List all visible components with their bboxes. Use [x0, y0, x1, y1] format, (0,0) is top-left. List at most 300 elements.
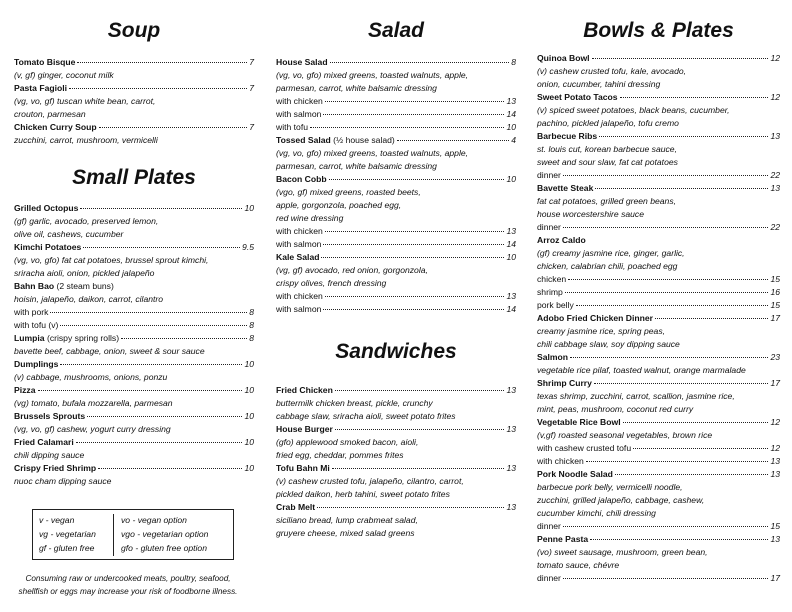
menu-item [276, 501, 516, 514]
dot-leader [335, 390, 505, 391]
price: 10 [244, 437, 254, 447]
menu-item-description [14, 449, 254, 462]
menu-item-name: Pork Noodle Salad [537, 469, 613, 479]
dot-leader [323, 114, 504, 115]
menu-item-description [276, 277, 516, 290]
description-text: (v,gf) roasted seasonal vegetables, brown rice [537, 430, 713, 440]
menu-item-name: Tossed Salad [276, 135, 331, 145]
price: 13 [770, 469, 780, 479]
menu-item-description [276, 410, 516, 423]
menu-item-description [276, 264, 516, 277]
menu-item-note: (½ house salad) [333, 135, 395, 145]
price: 13 [506, 385, 516, 395]
menu-item-name: Kale Salad [276, 252, 320, 262]
option-name: dinner [537, 521, 561, 531]
legend-entry: vo - vegan option [121, 515, 187, 525]
option-name: with pork [14, 307, 49, 317]
dot-leader [570, 357, 768, 358]
menu-item-description [276, 212, 516, 225]
menu-item-description [276, 186, 516, 199]
menu-item-option [276, 95, 516, 108]
menu-item-name: Vegetable Rice Bowl [537, 417, 621, 427]
menu-item-name: Fried Calamari [14, 437, 74, 447]
legend-left-column [39, 513, 96, 555]
menu-item-description [276, 82, 516, 95]
dot-leader [563, 175, 769, 176]
menu-item-name: Pizza [14, 385, 36, 395]
description-text: house worcestershire sauce [537, 209, 644, 219]
menu-item-description [14, 228, 254, 241]
menu-item-description [14, 371, 254, 384]
price: 7 [249, 122, 254, 132]
dot-leader [595, 188, 768, 189]
dot-leader [590, 539, 768, 540]
price: 17 [770, 573, 780, 583]
description-text: fat cat potatoes, grilled green beans, [537, 196, 677, 206]
menu-item-name: Shrimp Curry [537, 378, 592, 388]
price: 10 [506, 252, 516, 262]
menu-item-option [276, 225, 516, 238]
description-text: cucumber kimchi, chili dressing [537, 508, 656, 518]
menu-item-option [276, 108, 516, 121]
menu-item-description [537, 364, 780, 377]
menu-item-name: House Burger [276, 424, 333, 434]
dot-leader [599, 136, 768, 137]
bowls-plates-list [537, 52, 780, 585]
soup-list [14, 56, 254, 147]
description-text: hoisin, jalapeño, daikon, carrot, cilantro [14, 294, 164, 304]
option-name: with chicken [276, 291, 323, 301]
menu-item-name: Fried Chicken [276, 385, 333, 395]
description-text: texas shrimp, zucchini, carrot, scallion, jasmine rice, [537, 391, 735, 401]
description-text: vegetable rice pilaf, toasted walnut, orange marmalade [537, 365, 746, 375]
menu-item-description [537, 546, 780, 559]
menu-item-option [537, 299, 780, 312]
menu-item [537, 533, 780, 546]
dot-leader [77, 62, 247, 63]
price: 13 [770, 534, 780, 544]
description-text: crouton, parmesan [14, 109, 86, 119]
sandwiches-heading: Sandwiches [335, 340, 457, 363]
menu-item-description [14, 345, 254, 358]
option-name: with chicken [537, 456, 584, 466]
price: 13 [506, 291, 516, 301]
menu-item [537, 130, 780, 143]
price: 14 [506, 109, 516, 119]
menu-item [276, 251, 516, 264]
price: 22 [770, 222, 780, 232]
menu-item-name: Grilled Octopus [14, 203, 79, 213]
menu-item-description [537, 143, 780, 156]
menu-item [14, 56, 254, 69]
price: 23 [770, 352, 780, 362]
description-text: sweet and sour slaw, fat cat potatoes [537, 157, 678, 167]
dot-leader [38, 390, 243, 391]
menu-item-name: Barbecue Ribs [537, 131, 598, 141]
price: 8 [249, 333, 254, 343]
menu-item-description [14, 254, 254, 267]
menu-item-description [537, 390, 780, 403]
small-plates-heading: Small Plates [72, 166, 196, 189]
price: 10 [244, 203, 254, 213]
menu-item-option [537, 455, 780, 468]
menu-item-description [537, 429, 780, 442]
menu-item-name: Chicken Curry Soup [14, 122, 97, 132]
price: 10 [244, 385, 254, 395]
menu-item-description [537, 559, 780, 572]
menu-item-name: Quinoa Bowl [537, 53, 590, 63]
menu-item-description [537, 156, 780, 169]
menu-item [537, 416, 780, 429]
description-text: tomato sauce, chévre [537, 560, 620, 570]
description-text: (vg, vo, gf) cashew, yogurt curry dressing [14, 424, 171, 434]
price: 8 [249, 320, 254, 330]
legend-divider [113, 514, 114, 556]
menu-item-name: Dumplings [14, 359, 59, 369]
description-text: chili cabbage slaw, soy dipping sauce [537, 339, 680, 349]
dot-leader [623, 422, 769, 423]
menu-item-description [537, 208, 780, 221]
menu-item-description [276, 160, 516, 173]
description-text: parmesan, carrot, white balsamic dressing [276, 161, 437, 171]
menu-item [14, 241, 254, 254]
price: 4 [511, 135, 516, 145]
menu-item-description [537, 325, 780, 338]
legend-entry: v - vegan [39, 515, 75, 525]
dot-leader [655, 318, 768, 319]
price: 7 [249, 57, 254, 67]
menu-item-name: Kimchi Potatoes [14, 242, 82, 252]
description-text: (vg) tomato, bufala mozzarella, parmesan [14, 398, 173, 408]
price: 13 [506, 226, 516, 236]
menu-item-description [537, 247, 780, 260]
menu-item-option [537, 286, 780, 299]
option-name: with chicken [276, 226, 323, 236]
menu-item-description [14, 215, 254, 228]
description-text: zucchini, grilled jalapeño, cabbage, cashew, [537, 495, 705, 505]
description-text: red wine dressing [276, 213, 344, 223]
dot-leader [80, 208, 242, 209]
salad-heading: Salad [367, 19, 425, 42]
food-safety-disclaimer [8, 572, 248, 598]
menu-item-option [537, 572, 780, 585]
menu-item-description [537, 481, 780, 494]
price: 13 [770, 456, 780, 466]
description-text: nuoc cham dipping sauce [14, 476, 112, 486]
menu-item [276, 134, 516, 147]
option-name: with chicken [276, 96, 323, 106]
menu-item-name: Bacon Cobb [276, 174, 327, 184]
dot-leader [121, 338, 247, 339]
menu-item-option [276, 303, 516, 316]
menu-item-option [537, 520, 780, 533]
price: 8 [511, 57, 516, 67]
menu-item-description [537, 78, 780, 91]
price: 8 [249, 307, 254, 317]
menu-item-description [537, 117, 780, 130]
menu-item [14, 82, 254, 95]
description-text: sriracha aioli, onion, pickled jalapeño [14, 268, 155, 278]
price: 17 [770, 313, 780, 323]
menu-item-option [276, 290, 516, 303]
menu-item-description [537, 195, 780, 208]
description-text: mint, peas, mushroom, coconut red curry [537, 404, 694, 414]
salad-list [276, 56, 516, 316]
price: 12 [770, 53, 780, 63]
dot-leader [317, 507, 504, 508]
price: 13 [506, 424, 516, 434]
price: 10 [506, 122, 516, 132]
dot-leader [633, 448, 768, 449]
dot-leader [615, 474, 769, 475]
dot-leader [565, 292, 769, 293]
menu-item-description [276, 199, 516, 212]
price: 14 [506, 304, 516, 314]
option-name: with salmon [276, 304, 322, 314]
option-name: pork belly [537, 300, 574, 310]
description-text: (v, gf) ginger, coconut milk [14, 70, 114, 80]
dot-leader [329, 179, 505, 180]
option-name: dinner [537, 573, 561, 583]
menu-item-description [14, 95, 254, 108]
dot-leader [310, 127, 504, 128]
description-text: (v) cashew crusted tofu, kale, avocado, [537, 66, 687, 76]
menu-item-name: Pasta Fagioli [14, 83, 68, 93]
price: 22 [770, 170, 780, 180]
menu-item-name: Sweet Potato Tacos [537, 92, 618, 102]
disclaimer-line: shellfish or eggs may increase your risk of foodborne illness. [18, 587, 238, 596]
menu-item-name: Tomato Bisque [14, 57, 76, 67]
dot-leader [586, 461, 769, 462]
menu-item-note: (2 steam buns) [56, 281, 114, 291]
legend-right-column [121, 513, 208, 555]
price: 12 [770, 443, 780, 453]
dot-leader [99, 127, 248, 128]
menu-item [14, 202, 254, 215]
menu-item [14, 462, 254, 475]
menu-item-option [276, 121, 516, 134]
menu-item-description [14, 475, 254, 488]
menu-item [537, 91, 780, 104]
menu-item-description [276, 449, 516, 462]
description-text: olive oil, cashews, cucumber [14, 229, 124, 239]
description-text: onion, cucumber, tahini dressing [537, 79, 661, 89]
bowls-plates-heading: Bowls & Plates [583, 19, 734, 42]
price: 15 [770, 521, 780, 531]
menu-item-description [276, 488, 516, 501]
description-text: (v) cashew crusted tofu, jalapeño, cilantro, carrot, [276, 476, 464, 486]
menu-item-option [276, 238, 516, 251]
menu-item-option [537, 221, 780, 234]
dot-leader [87, 416, 242, 417]
menu-item-option [14, 319, 254, 332]
menu-item-description [276, 69, 516, 82]
description-text: pickled daikon, herb tahini, sweet potato frites [276, 489, 450, 499]
menu-item-name: Bahn Bao [14, 281, 55, 291]
menu-item [14, 384, 254, 397]
description-text: (gfo) applewood smoked bacon, aioli, [276, 437, 419, 447]
menu-item-description [14, 293, 254, 306]
menu-item-description [14, 267, 254, 280]
dot-leader [325, 231, 505, 232]
description-text: pachino, pickled jalapeño, tofu cremo [537, 118, 679, 128]
description-text: gruyere cheese, mixed salad greens [276, 528, 415, 538]
menu-item [276, 173, 516, 186]
option-name: dinner [537, 222, 561, 232]
price: 12 [770, 92, 780, 102]
menu-item [276, 462, 516, 475]
price: 9.5 [242, 242, 254, 252]
menu-item-name: Crab Melt [276, 502, 316, 512]
description-text: (vgo, gf) mixed greens, roasted beets, [276, 187, 421, 197]
description-text: chicken, calabrian chili, poached egg [537, 261, 678, 271]
option-name: with tofu [276, 122, 309, 132]
dot-leader [323, 309, 504, 310]
price: 13 [770, 131, 780, 141]
description-text: st. louis cut, korean barbecue sauce, [537, 144, 677, 154]
price: 7 [249, 83, 254, 93]
menu-item-description [537, 403, 780, 416]
dot-leader [50, 312, 247, 313]
menu-item-name: Salmon [537, 352, 569, 362]
price: 13 [506, 463, 516, 473]
dot-leader [325, 101, 505, 102]
description-text: cabbage slaw, sriracha aioli, sweet potato frites [276, 411, 456, 421]
menu-item [537, 351, 780, 364]
legend-entry: gf - gluten free [39, 543, 95, 553]
menu-item-option [537, 273, 780, 286]
option-name: dinner [537, 170, 561, 180]
legend-entry: vgo - vegetarian option [121, 529, 209, 539]
menu-item [14, 332, 254, 345]
price: 10 [244, 463, 254, 473]
menu-item [537, 234, 780, 247]
dot-leader [323, 244, 504, 245]
menu-item-option [14, 306, 254, 319]
menu-item [537, 182, 780, 195]
menu-item-description [537, 65, 780, 78]
description-text: (gf) creamy jasmine rice, ginger, garlic, [537, 248, 685, 258]
menu-item [537, 312, 780, 325]
menu-item-description [276, 397, 516, 410]
dot-leader [325, 296, 505, 297]
menu-item-option [537, 169, 780, 182]
description-text: (vo) sweet sausage, mushroom, green bean, [537, 547, 708, 557]
dietary-legend [32, 509, 234, 560]
description-text: (vg, vo, gfo) fat cat potatoes, brussel sprout kimchi, [14, 255, 209, 265]
menu-item-name: Tofu Bahn Mi [276, 463, 330, 473]
dot-leader [397, 140, 509, 141]
legend-entry: gfo - gluten free option [121, 543, 207, 553]
dot-leader [60, 325, 247, 326]
dot-leader [576, 305, 769, 306]
menu-item-name: Adobo Fried Chicken Dinner [537, 313, 654, 323]
menu-item-description [14, 108, 254, 121]
menu-item-description [537, 494, 780, 507]
menu-item [276, 56, 516, 69]
menu-item-note: (crispy spring rolls) [46, 333, 120, 343]
price: 13 [770, 183, 780, 193]
description-text: parmesan, carrot, white balsamic dressing [276, 83, 437, 93]
description-text: chili dipping sauce [14, 450, 85, 460]
menu-item-option [537, 442, 780, 455]
menu-item-name: Bavette Steak [537, 183, 594, 193]
description-text: bavette beef, cabbage, onion, sweet & sour sauce [14, 346, 205, 356]
description-text: fried egg, cheddar, pommes frites [276, 450, 404, 460]
description-text: (gf) garlic, avocado, preserved lemon, [14, 216, 159, 226]
menu-item-description [276, 514, 516, 527]
price: 10 [244, 411, 254, 421]
menu-item [14, 358, 254, 371]
menu-item-name: Penne Pasta [537, 534, 589, 544]
menu-item-description [276, 147, 516, 160]
menu-item-description [14, 423, 254, 436]
disclaimer-line: Consuming raw or undercooked meats, poultry, seafood, [25, 574, 231, 583]
dot-leader [594, 383, 769, 384]
menu-item-description [537, 338, 780, 351]
price: 16 [770, 287, 780, 297]
menu-item-description [276, 527, 516, 540]
price: 13 [506, 502, 516, 512]
dot-leader [620, 97, 769, 98]
description-text: (vg, gf) avocado, red onion, gorgonzola, [276, 265, 428, 275]
dot-leader [83, 247, 240, 248]
description-text: (v) cabbage, mushrooms, onions, ponzu [14, 372, 168, 382]
menu-item-name: House Salad [276, 57, 328, 67]
menu-item-description [537, 260, 780, 273]
option-name: chicken [537, 274, 567, 284]
dot-leader [592, 58, 769, 59]
price: 10 [244, 359, 254, 369]
option-name: with salmon [276, 109, 322, 119]
description-text: (v) spiced sweet potatoes, black beans, cucumber, [537, 105, 730, 115]
menu-item [14, 410, 254, 423]
menu-item-name: Lumpia [14, 333, 45, 343]
menu-item [276, 384, 516, 397]
menu-item [14, 121, 254, 134]
menu-item-description [14, 69, 254, 82]
description-text: zucchini, carrot, mushroom, vermicelli [14, 135, 158, 145]
menu-item-description [14, 134, 254, 147]
menu-item-name: Arroz Caldo [537, 235, 586, 245]
dot-leader [563, 227, 769, 228]
dot-leader [76, 442, 243, 443]
price: 15 [770, 274, 780, 284]
option-name: with salmon [276, 239, 322, 249]
price: 14 [506, 239, 516, 249]
description-text: crispy olives, french dressing [276, 278, 387, 288]
description-text: (vg, vo, gfo) mixed greens, toasted walnuts, apple, [276, 148, 469, 158]
price: 17 [770, 378, 780, 388]
description-text: barbecue pork belly, vermicelli noodle, [537, 482, 683, 492]
description-text: (vg, vo, gf) tuscan white bean, carrot, [14, 96, 156, 106]
description-text: buttermilk chicken breast, pickle, crunchy [276, 398, 433, 408]
price: 13 [506, 96, 516, 106]
menu-item [14, 280, 254, 293]
dot-leader [563, 526, 769, 527]
small-plates-list [14, 202, 254, 488]
description-text: (vg, vo, gfo) mixed greens, toasted walnuts, apple, [276, 70, 469, 80]
menu-item [276, 423, 516, 436]
dot-leader [69, 88, 247, 89]
menu-item-description [537, 507, 780, 520]
menu-item-name: Brussels Sprouts [14, 411, 86, 421]
menu-item-description [276, 475, 516, 488]
dot-leader [330, 62, 510, 63]
dot-leader [60, 364, 242, 365]
menu-item [537, 377, 780, 390]
dot-leader [98, 468, 242, 469]
